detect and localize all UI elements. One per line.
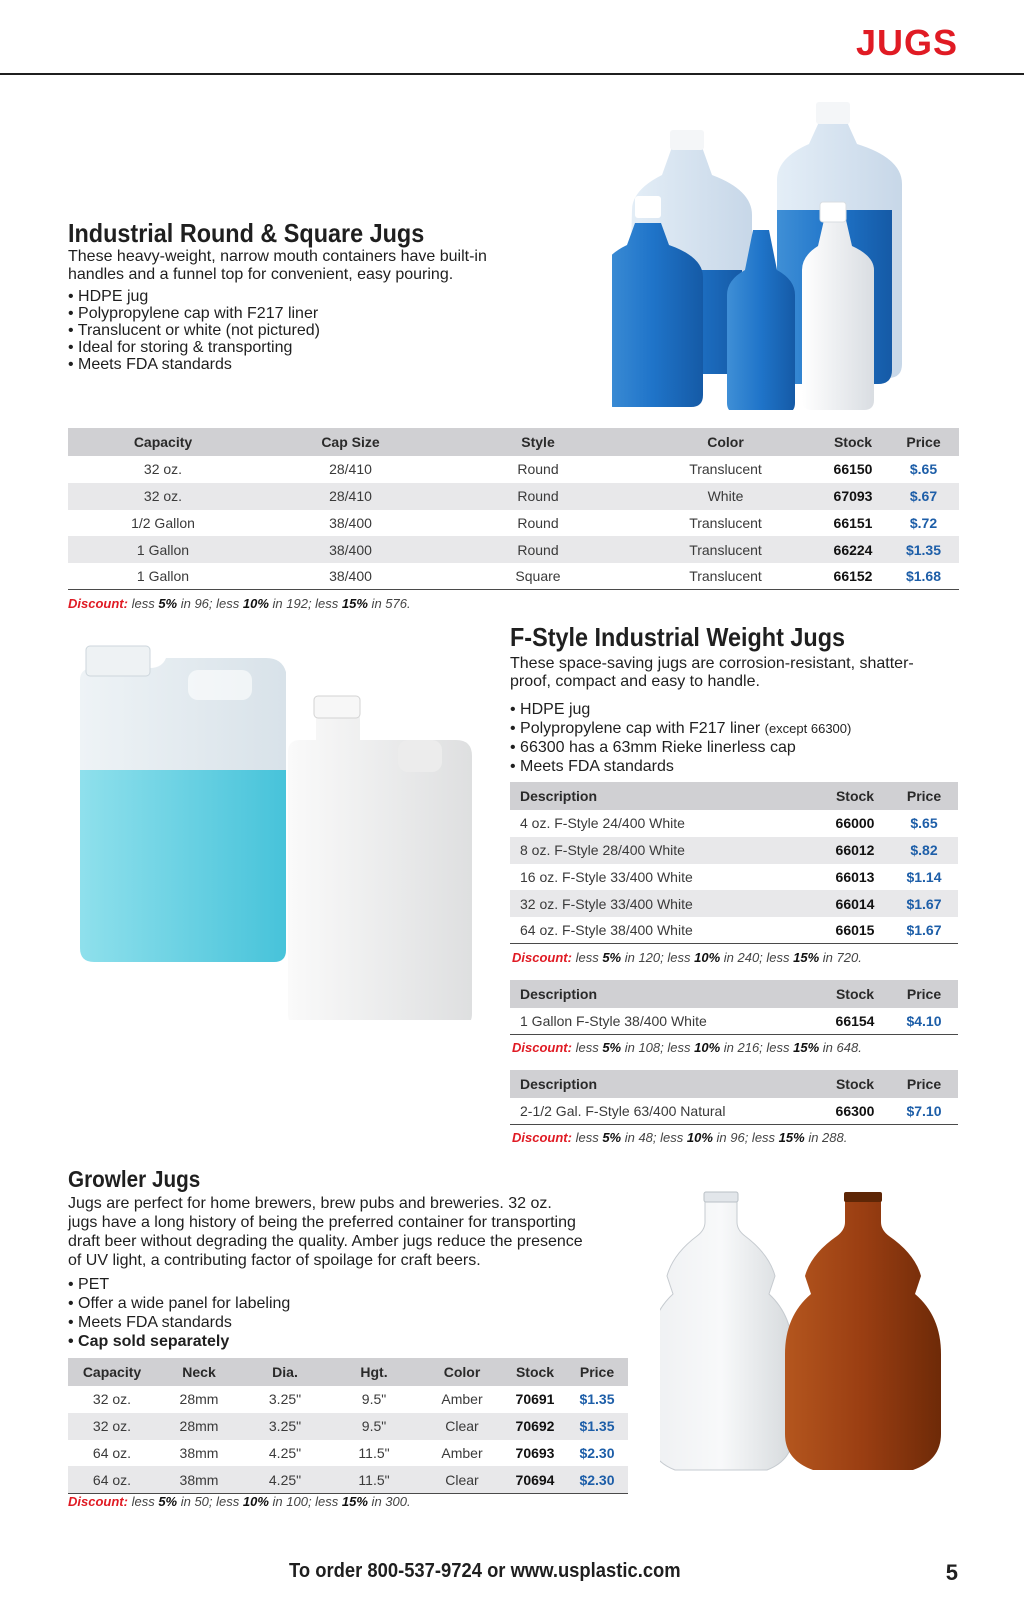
discount-note (68, 596, 411, 611)
discount-note (68, 1494, 411, 1509)
column-header-stock: Stock (504, 1358, 566, 1386)
description-line: jugs have a long history of being the preferred container for transporting (68, 1214, 576, 1231)
cell-price: $.65 (910, 815, 938, 832)
cell-color: White (633, 483, 818, 510)
discount-percent: 10% (242, 596, 269, 611)
table-row (68, 510, 959, 537)
discount-label: Discount: (68, 596, 128, 611)
discount-label: Discount: (512, 1130, 572, 1145)
cell-stock: 70691 (515, 1391, 555, 1408)
table-row (510, 1098, 958, 1125)
feature-list (68, 288, 320, 373)
column-header-price: Price (888, 428, 959, 456)
discount-percent: 5% (158, 596, 178, 611)
section-title-growler-jugs: Growler Jugs (68, 1166, 201, 1192)
discount-text: in 300. (367, 1494, 411, 1509)
cell-description: 2-1/2 Gal. F-Style 63/400 Natural (510, 1098, 820, 1125)
discount-text: in 108; less (621, 1040, 695, 1055)
cell-description: 32 oz. F-Style 33/400 White (510, 890, 820, 917)
cell-description: 4 oz. F-Style 24/400 White (520, 815, 685, 832)
cell-price: $1.35 (888, 536, 959, 563)
gallon-f-style-table (510, 980, 958, 1035)
discount-text: in 192; less (268, 596, 342, 611)
cell-neck: 38mm (179, 1444, 219, 1461)
discount-percent: 5% (602, 1040, 622, 1055)
table-row (510, 1008, 958, 1035)
discount-text: less (575, 1130, 603, 1145)
discount-text: less (131, 1494, 159, 1509)
table-row (510, 917, 958, 944)
column-header-capacity: Capacity (68, 1358, 156, 1386)
page-number: 5 (945, 1560, 958, 1585)
feature-item: • Meets FDA standards (68, 1313, 290, 1332)
table-row (510, 864, 958, 891)
feature-list (68, 1275, 290, 1351)
table-row (68, 1440, 628, 1467)
cell-stock: 70694 (504, 1466, 566, 1493)
cell-style: Square (443, 563, 633, 590)
discount-percent: 10% (242, 1494, 269, 1509)
cell-cap-size: 38/400 (258, 563, 443, 590)
cell-stock: 70693 (515, 1444, 555, 1461)
table-header-row (68, 428, 959, 456)
cell-cap-size: 38/400 (258, 536, 443, 563)
column-header-dia: Dia. (242, 1358, 328, 1386)
description-line: proof, compact and easy to handle. (510, 673, 760, 690)
cell-stock: 66152 (818, 563, 888, 590)
discount-text: in 100; less (268, 1494, 342, 1509)
feature-item: • HDPE jug (68, 288, 320, 305)
discount-note (512, 1040, 862, 1055)
cell-stock: 66224 (818, 536, 888, 563)
cell-dia: 3.25" (242, 1413, 328, 1440)
discount-percent: 5% (602, 1130, 622, 1145)
discount-text: in 240; less (720, 950, 794, 965)
growler-jugs-table (68, 1358, 628, 1494)
table-row (510, 837, 958, 864)
cell-color: Translucent (633, 563, 818, 590)
discount-percent: 10% (694, 950, 721, 965)
cell-neck: 28mm (156, 1413, 242, 1440)
cell-capacity: 32 oz. (143, 461, 183, 478)
discount-text: in 648. (819, 1040, 862, 1055)
cell-price: $7.10 (890, 1098, 958, 1125)
table-row (68, 456, 959, 483)
cell-capacity: 1 Gallon (68, 563, 258, 590)
cell-stock: 66000 (835, 815, 875, 832)
column-header-price: Price (890, 1070, 958, 1098)
table-header-row (510, 782, 958, 810)
feature-text: 66300 has a 63mm Rieke linerless cap (520, 739, 796, 756)
cell-stock: 66154 (820, 1008, 890, 1035)
discount-text: less (131, 596, 159, 611)
cell-hgt: 11.5" (328, 1466, 420, 1493)
column-header-stock: Stock (820, 782, 890, 810)
discount-percent: 15% (793, 1040, 820, 1055)
feature-item: • PET (68, 1275, 290, 1294)
discount-label: Discount: (512, 950, 572, 965)
column-header-style: Style (443, 428, 633, 456)
discount-text: in 96; less (177, 596, 243, 611)
discount-percent: 5% (158, 1494, 178, 1509)
discount-text: in 576. (367, 596, 411, 611)
discount-note (512, 950, 862, 965)
description-line: of UV light, a contributing factor of spoilage for craft beers. (68, 1252, 481, 1269)
cell-dia: 4.25" (268, 1444, 302, 1461)
cell-color: Translucent (689, 514, 762, 531)
table-row (510, 810, 958, 837)
description-line: handles and a funnel top for convenient, easy pouring. (68, 266, 454, 283)
cell-description: 8 oz. F-Style 28/400 White (510, 837, 820, 864)
section-title-round-square-jugs: Industrial Round & Square Jugs (68, 218, 425, 248)
cell-capacity: 64 oz. (68, 1466, 156, 1493)
column-header-description: Description (510, 1070, 820, 1098)
cell-stock: 66013 (835, 868, 875, 885)
table-header-row (510, 980, 958, 1008)
cell-color: Clear (420, 1466, 504, 1493)
feature-note: (except 66300) (764, 721, 852, 736)
cell-hgt: 9.5" (328, 1413, 420, 1440)
cell-style: Round (443, 483, 633, 510)
column-header-color: Color (633, 428, 818, 456)
section-title-f-style-jugs: F-Style Industrial Weight Jugs (510, 622, 846, 652)
cell-price: $.72 (909, 514, 938, 531)
cell-price: $.82 (890, 837, 958, 864)
section-description (68, 1194, 583, 1270)
table-header-row (68, 1358, 628, 1386)
discount-text: in 720. (819, 950, 862, 965)
feature-item (510, 757, 851, 776)
column-header-cap-size: Cap Size (258, 428, 443, 456)
feature-item: • Polypropylene cap with F217 liner (68, 305, 320, 322)
cell-style: Round (517, 514, 559, 531)
cell-price: $2.30 (579, 1444, 615, 1461)
feature-item: • Cap sold separately (68, 1332, 290, 1351)
discount-percent: 15% (341, 1494, 368, 1509)
discount-text: in 96; less (712, 1130, 779, 1145)
discount-text: less (575, 950, 603, 965)
discount-percent: 15% (341, 596, 368, 611)
feature-item: • Translucent or white (not pictured) (68, 322, 320, 339)
discount-label: Discount: (68, 1494, 128, 1509)
feature-item (510, 700, 851, 719)
cell-stock: 66150 (833, 461, 873, 478)
footer-order-info: To order 800-537-9724 or www.usplastic.com (289, 1560, 681, 1582)
cell-neck: 28mm (179, 1391, 219, 1408)
feature-item (510, 719, 851, 738)
cell-hgt: 9.5" (361, 1391, 387, 1408)
discount-percent: 10% (686, 1130, 713, 1145)
description-line: These space-saving jugs are corrosion-resistant, shatter- (510, 655, 914, 672)
table-row (510, 890, 958, 917)
cell-price: $1.67 (890, 890, 958, 917)
column-header-hgt: Hgt. (328, 1358, 420, 1386)
column-header-color: Color (420, 1358, 504, 1386)
discount-label: Discount: (512, 1040, 572, 1055)
round-square-jugs-table (68, 428, 959, 590)
page-category-title: JUGS (855, 22, 958, 63)
column-header-neck: Neck (156, 1358, 242, 1386)
cell-neck: 38mm (156, 1466, 242, 1493)
cell-color: Clear (420, 1413, 504, 1440)
cell-capacity: 32 oz. (68, 483, 258, 510)
growler-jugs-photo (660, 1190, 960, 1490)
feature-item: • Meets FDA standards (68, 356, 320, 373)
table-header-row (510, 1070, 958, 1098)
feature-item: • Ideal for storing & transporting (68, 339, 320, 356)
cell-stock: 66151 (833, 514, 873, 531)
discount-text: in 216; less (720, 1040, 794, 1055)
table-row (68, 483, 959, 510)
cell-stock: 66012 (820, 837, 890, 864)
section-description (510, 655, 914, 691)
cell-description: 1 Gallon F-Style 38/400 White (510, 1008, 820, 1035)
cell-price: $1.14 (906, 868, 942, 885)
cell-stock: 66014 (820, 890, 890, 917)
discount-text: in 48; less (621, 1130, 687, 1145)
table-row (68, 1413, 628, 1440)
cell-stock: 70692 (504, 1413, 566, 1440)
cell-cap-size: 28/410 (258, 483, 443, 510)
cell-price: $1.67 (890, 917, 958, 944)
cell-color: Translucent (633, 536, 818, 563)
discount-text: in 288. (804, 1130, 848, 1145)
column-header-description: Description (510, 782, 820, 810)
cell-price: $.67 (888, 483, 959, 510)
discount-percent: 10% (694, 1040, 721, 1055)
cell-price: $1.35 (566, 1413, 628, 1440)
section-description (68, 248, 487, 284)
cell-capacity: 64 oz. (92, 1444, 132, 1461)
cell-capacity: 32 oz. (92, 1391, 132, 1408)
cell-dia: 4.25" (242, 1466, 328, 1493)
feature-item: • Offer a wide panel for labeling (68, 1294, 290, 1313)
cell-description: 64 oz. F-Style 38/400 White (510, 917, 820, 944)
cell-capacity: 1 Gallon (68, 536, 258, 563)
cell-color: Translucent (689, 461, 762, 478)
column-header-price: Price (890, 782, 958, 810)
cell-hgt: 11.5" (358, 1444, 390, 1461)
column-header-price: Price (890, 980, 958, 1008)
cell-style: Round (443, 536, 633, 563)
cell-stock: 66300 (820, 1098, 890, 1125)
cell-dia: 3.25" (268, 1391, 302, 1408)
cell-cap-size: 28/410 (329, 461, 372, 478)
discount-percent: 15% (793, 950, 820, 965)
discount-note (512, 1130, 847, 1145)
industrial-jugs-photo (612, 100, 952, 410)
cell-capacity: 1/2 Gallon (131, 514, 195, 531)
description-line: These heavy-weight, narrow mouth containers have built-in (68, 248, 487, 265)
description-line: Jugs are perfect for home brewers, brew pubs and breweries. 32 oz. (68, 1195, 552, 1212)
column-header-stock: Stock (820, 1070, 890, 1098)
description-line: draft beer without degrading the quality. Amber jugs reduce the presence (68, 1233, 583, 1250)
column-header-price: Price (566, 1358, 628, 1386)
feature-text: Polypropylene cap with F217 liner (520, 720, 765, 737)
column-header-description: Description (510, 980, 820, 1008)
cell-stock: 67093 (818, 483, 888, 510)
cell-price: $1.35 (579, 1391, 615, 1408)
discount-text: in 50; less (177, 1494, 243, 1509)
cell-cap-size: 38/400 (329, 514, 372, 531)
discount-percent: 15% (778, 1130, 805, 1145)
header-divider (0, 73, 1024, 75)
column-header-stock: Stock (818, 428, 888, 456)
table-row (68, 563, 959, 590)
cell-capacity: 32 oz. (68, 1413, 156, 1440)
feature-text: HDPE jug (520, 701, 591, 718)
discount-text: in 120; less (621, 950, 695, 965)
cell-stock: 66015 (820, 917, 890, 944)
column-header-capacity: Capacity (68, 428, 258, 456)
cell-price: $2.30 (566, 1466, 628, 1493)
cell-price: $.65 (909, 461, 938, 478)
cell-price: $4.10 (890, 1008, 958, 1035)
discount-text: less (575, 1040, 603, 1055)
discount-percent: 5% (602, 950, 622, 965)
feature-item (510, 738, 851, 757)
cell-style: Round (517, 461, 559, 478)
cell-description: 16 oz. F-Style 33/400 White (520, 868, 693, 885)
table-row (68, 1386, 628, 1413)
f-style-jugs-photo (78, 640, 498, 1020)
cell-price: $1.68 (888, 563, 959, 590)
feature-list (510, 700, 851, 776)
cell-color: Amber (441, 1444, 483, 1461)
table-row (68, 1466, 628, 1493)
cell-color: Amber (441, 1391, 483, 1408)
table-row (68, 536, 959, 563)
natural-f-style-table (510, 1070, 958, 1125)
feature-text: Meets FDA standards (520, 758, 674, 775)
f-style-jugs-table (510, 782, 958, 944)
column-header-stock: Stock (820, 980, 890, 1008)
